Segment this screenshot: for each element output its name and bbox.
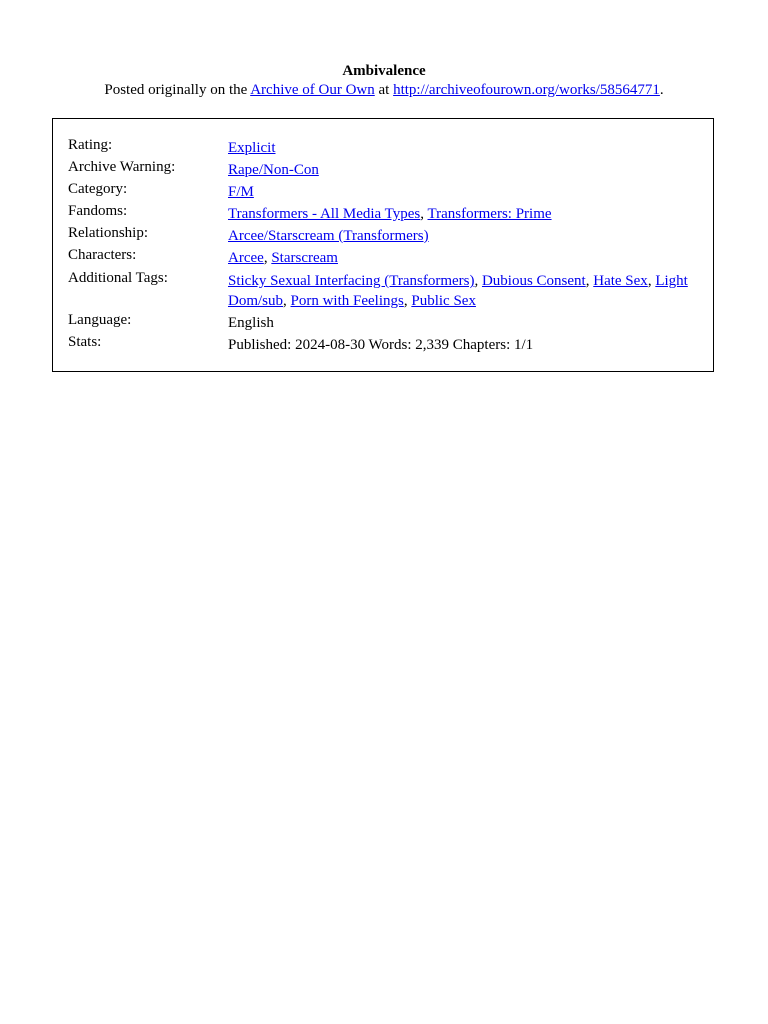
- work-header: [0, 62, 768, 100]
- fandoms-value: Transformers - All Media Types, Transformers: Prime: [228, 206, 552, 222]
- stats-value: Published: 2024-08-30 Words: 2,339 Chapters: 1/1: [228, 337, 534, 353]
- posted-line: [0, 81, 768, 100]
- relationship-label: Relationship:: [68, 225, 148, 241]
- tag-link[interactable]: Hate Sex: [593, 273, 648, 289]
- language-label: Language:: [68, 312, 132, 328]
- relationship-value: [228, 226, 698, 246]
- tag-link[interactable]: Arcee: [228, 250, 264, 266]
- archive-link[interactable]: Archive of Our Own: [250, 82, 375, 98]
- rating-label: Rating:: [68, 137, 113, 153]
- work-meta-box: [52, 118, 714, 372]
- period: .: [659, 82, 664, 98]
- language-value: English: [228, 315, 274, 331]
- posted-prefix: Posted originally on the: [104, 82, 251, 98]
- warning-label: Archive Warning:: [68, 159, 176, 175]
- category-label: Category:: [68, 181, 128, 197]
- tag-link[interactable]: F/M: [228, 184, 254, 200]
- warning-value: [228, 160, 698, 180]
- category-value: [228, 182, 698, 202]
- work-title: Ambivalence: [342, 63, 426, 79]
- tag-link[interactable]: Transformers: Prime: [427, 206, 552, 222]
- at-text: at: [374, 82, 394, 98]
- work-url-link[interactable]: http://archiveofourown.org/works/58564771: [393, 82, 660, 98]
- stats-label: Stats:: [68, 334, 102, 350]
- rating-value: [228, 138, 698, 158]
- characters-value: Arcee, Starscream: [228, 250, 338, 266]
- tag-link[interactable]: Dubious Consent: [481, 273, 586, 289]
- tag-link[interactable]: Explicit: [228, 140, 276, 156]
- characters-label: Characters:: [68, 247, 137, 263]
- tag-link[interactable]: Sticky Sexual Interfacing (Transformers): [228, 273, 475, 289]
- tag-link[interactable]: Rape/Non-Con: [228, 162, 319, 178]
- tag-link[interactable]: Transformers - All Media Types: [228, 206, 421, 222]
- tag-link[interactable]: Starscream: [271, 250, 338, 266]
- tag-link[interactable]: Porn with Feelings: [290, 293, 404, 309]
- tags-label: Additional Tags:: [68, 270, 168, 286]
- tags-value: Sticky Sexual Interfacing (Transformers), Dubious Consent, Hate Sex, Light Dom/sub, Porn with Feelings, Public Sex: [228, 273, 688, 309]
- tag-link[interactable]: Arcee/Starscream (Transformers): [228, 228, 429, 244]
- fandoms-label: Fandoms:: [68, 203, 128, 219]
- tag-link[interactable]: Public Sex: [411, 293, 476, 309]
- tag-link[interactable]: Light Dom/sub: [228, 273, 688, 309]
